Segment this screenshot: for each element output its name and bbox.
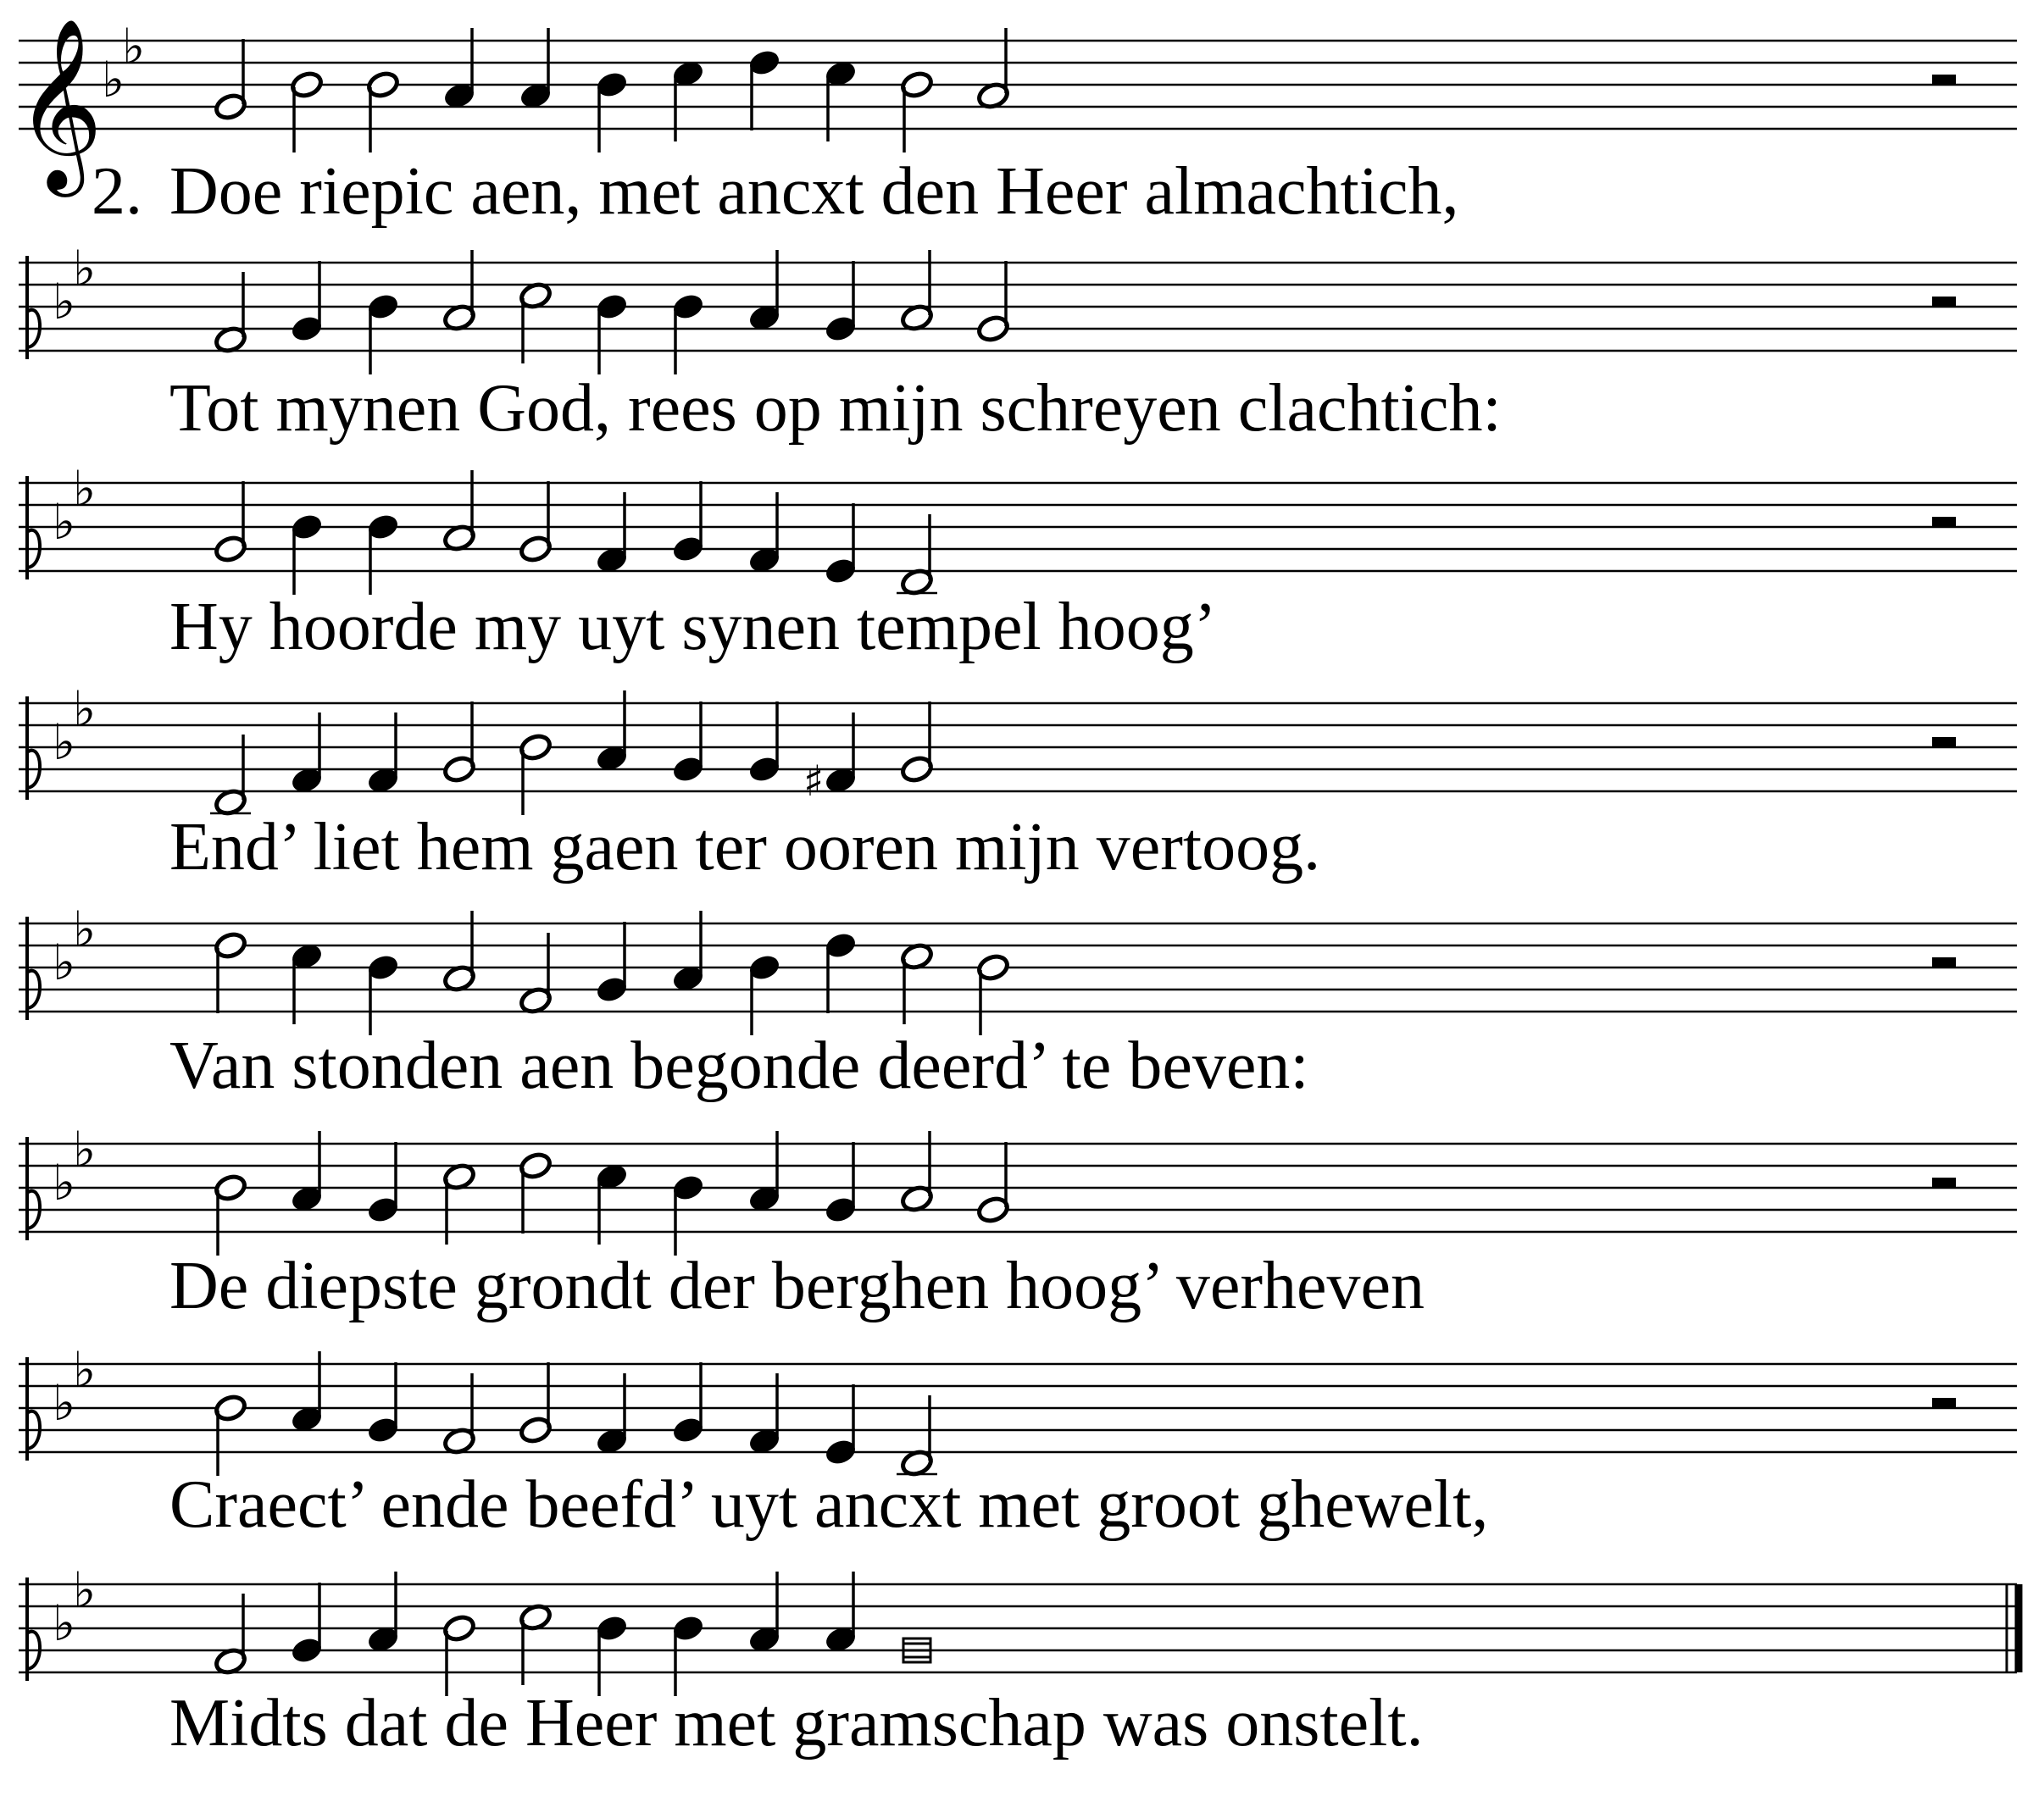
note (366, 292, 401, 374)
lyric-line-5: Van stonden aen begonde deerd’ te beven: (169, 1029, 1309, 1103)
flat-icon: ♭ (53, 934, 76, 991)
note (519, 1362, 553, 1444)
flat-icon: ♭ (122, 18, 146, 75)
note (366, 513, 401, 595)
note (824, 503, 858, 585)
note (290, 70, 325, 152)
note (595, 70, 630, 152)
staff-system (19, 1121, 2017, 1256)
note (824, 931, 858, 1013)
note (442, 701, 477, 784)
half-rest-icon (1932, 1398, 1956, 1408)
note (824, 261, 858, 343)
flat-icon: ♭ (73, 1341, 97, 1399)
note (519, 733, 553, 815)
note (214, 481, 248, 563)
treble-clef-icon: 𝄞 (15, 18, 103, 190)
lyric-line-3: Hy hoorde my uyt synen tempel hoog’ (169, 590, 1217, 664)
lyric-line-2: Tot mynen God, rees op mijn schreyen clachtich: (169, 371, 1502, 446)
note (900, 701, 935, 784)
note (214, 1173, 248, 1256)
note (671, 292, 706, 374)
note (366, 70, 401, 152)
note (900, 70, 935, 152)
verse-number: 2. (92, 154, 142, 229)
note (290, 513, 325, 595)
note (824, 1384, 858, 1467)
note (747, 48, 782, 130)
half-rest-icon (1932, 75, 1956, 85)
half-rest-icon (1932, 737, 1956, 747)
flat-icon: ♭ (73, 240, 97, 297)
flat-icon: ♭ (53, 1374, 76, 1432)
half-rest-icon (1932, 517, 1956, 527)
half-rest-icon (1932, 1178, 1956, 1188)
lyric-line-8: Midts dat de Heer met gramschap was onstelt. (169, 1686, 1424, 1760)
note (671, 701, 706, 784)
note (214, 931, 248, 1013)
lyric-line-4: End’ liet hem gaen ter ooren mijn vertoog. (169, 810, 1321, 884)
note (442, 1614, 477, 1696)
note (824, 1142, 858, 1224)
note (519, 481, 553, 563)
flat-icon: ♭ (53, 1154, 76, 1211)
staff-system (19, 1561, 2019, 1696)
note (519, 1151, 553, 1234)
note (671, 1614, 706, 1696)
note (747, 953, 782, 1035)
flat-icon: ♭ (53, 1594, 76, 1652)
flat-icon: ♭ (102, 51, 125, 108)
flat-icon: ♭ (73, 1561, 97, 1619)
flat-icon: ♭ (73, 901, 97, 958)
note (671, 481, 706, 563)
flat-icon: ♭ (73, 460, 97, 518)
flat-icon: ♭ (73, 1121, 97, 1178)
note (976, 1142, 1011, 1224)
note (976, 953, 1011, 1035)
note (747, 701, 782, 784)
sharp-icon: ♯ (803, 757, 825, 806)
note (290, 261, 325, 343)
staff-system (19, 901, 2017, 1035)
flat-icon: ♭ (53, 713, 76, 771)
note (595, 292, 630, 374)
staff-system (19, 240, 2017, 374)
note (976, 261, 1011, 343)
note (366, 953, 401, 1035)
note (366, 1142, 401, 1224)
staff-system (15, 18, 2017, 197)
lyric-line-7: Craect’ ende beefd’ uyt ancxt met groot ghewelt, (169, 1467, 1489, 1542)
note (671, 1362, 706, 1444)
note (214, 1394, 248, 1476)
note (290, 1583, 325, 1665)
staff-system (19, 1341, 2017, 1478)
staff-system (19, 680, 2017, 817)
flat-icon: ♭ (73, 680, 97, 738)
flat-icon: ♭ (53, 273, 76, 330)
half-rest-icon (1932, 297, 1956, 307)
note (903, 1638, 930, 1662)
note (366, 1362, 401, 1444)
note (595, 1614, 630, 1696)
half-rest-icon (1932, 957, 1956, 968)
lyric-line-1: Doe riepic aen, met ancxt den Heer almachtich, (169, 154, 1459, 229)
note (214, 39, 248, 121)
lyric-line-6: De diepste grondt der berghen hoog’ verheven (169, 1249, 1425, 1323)
note (595, 922, 630, 1004)
flat-icon: ♭ (53, 493, 76, 551)
note (671, 1173, 706, 1256)
staff-system (19, 460, 2017, 596)
